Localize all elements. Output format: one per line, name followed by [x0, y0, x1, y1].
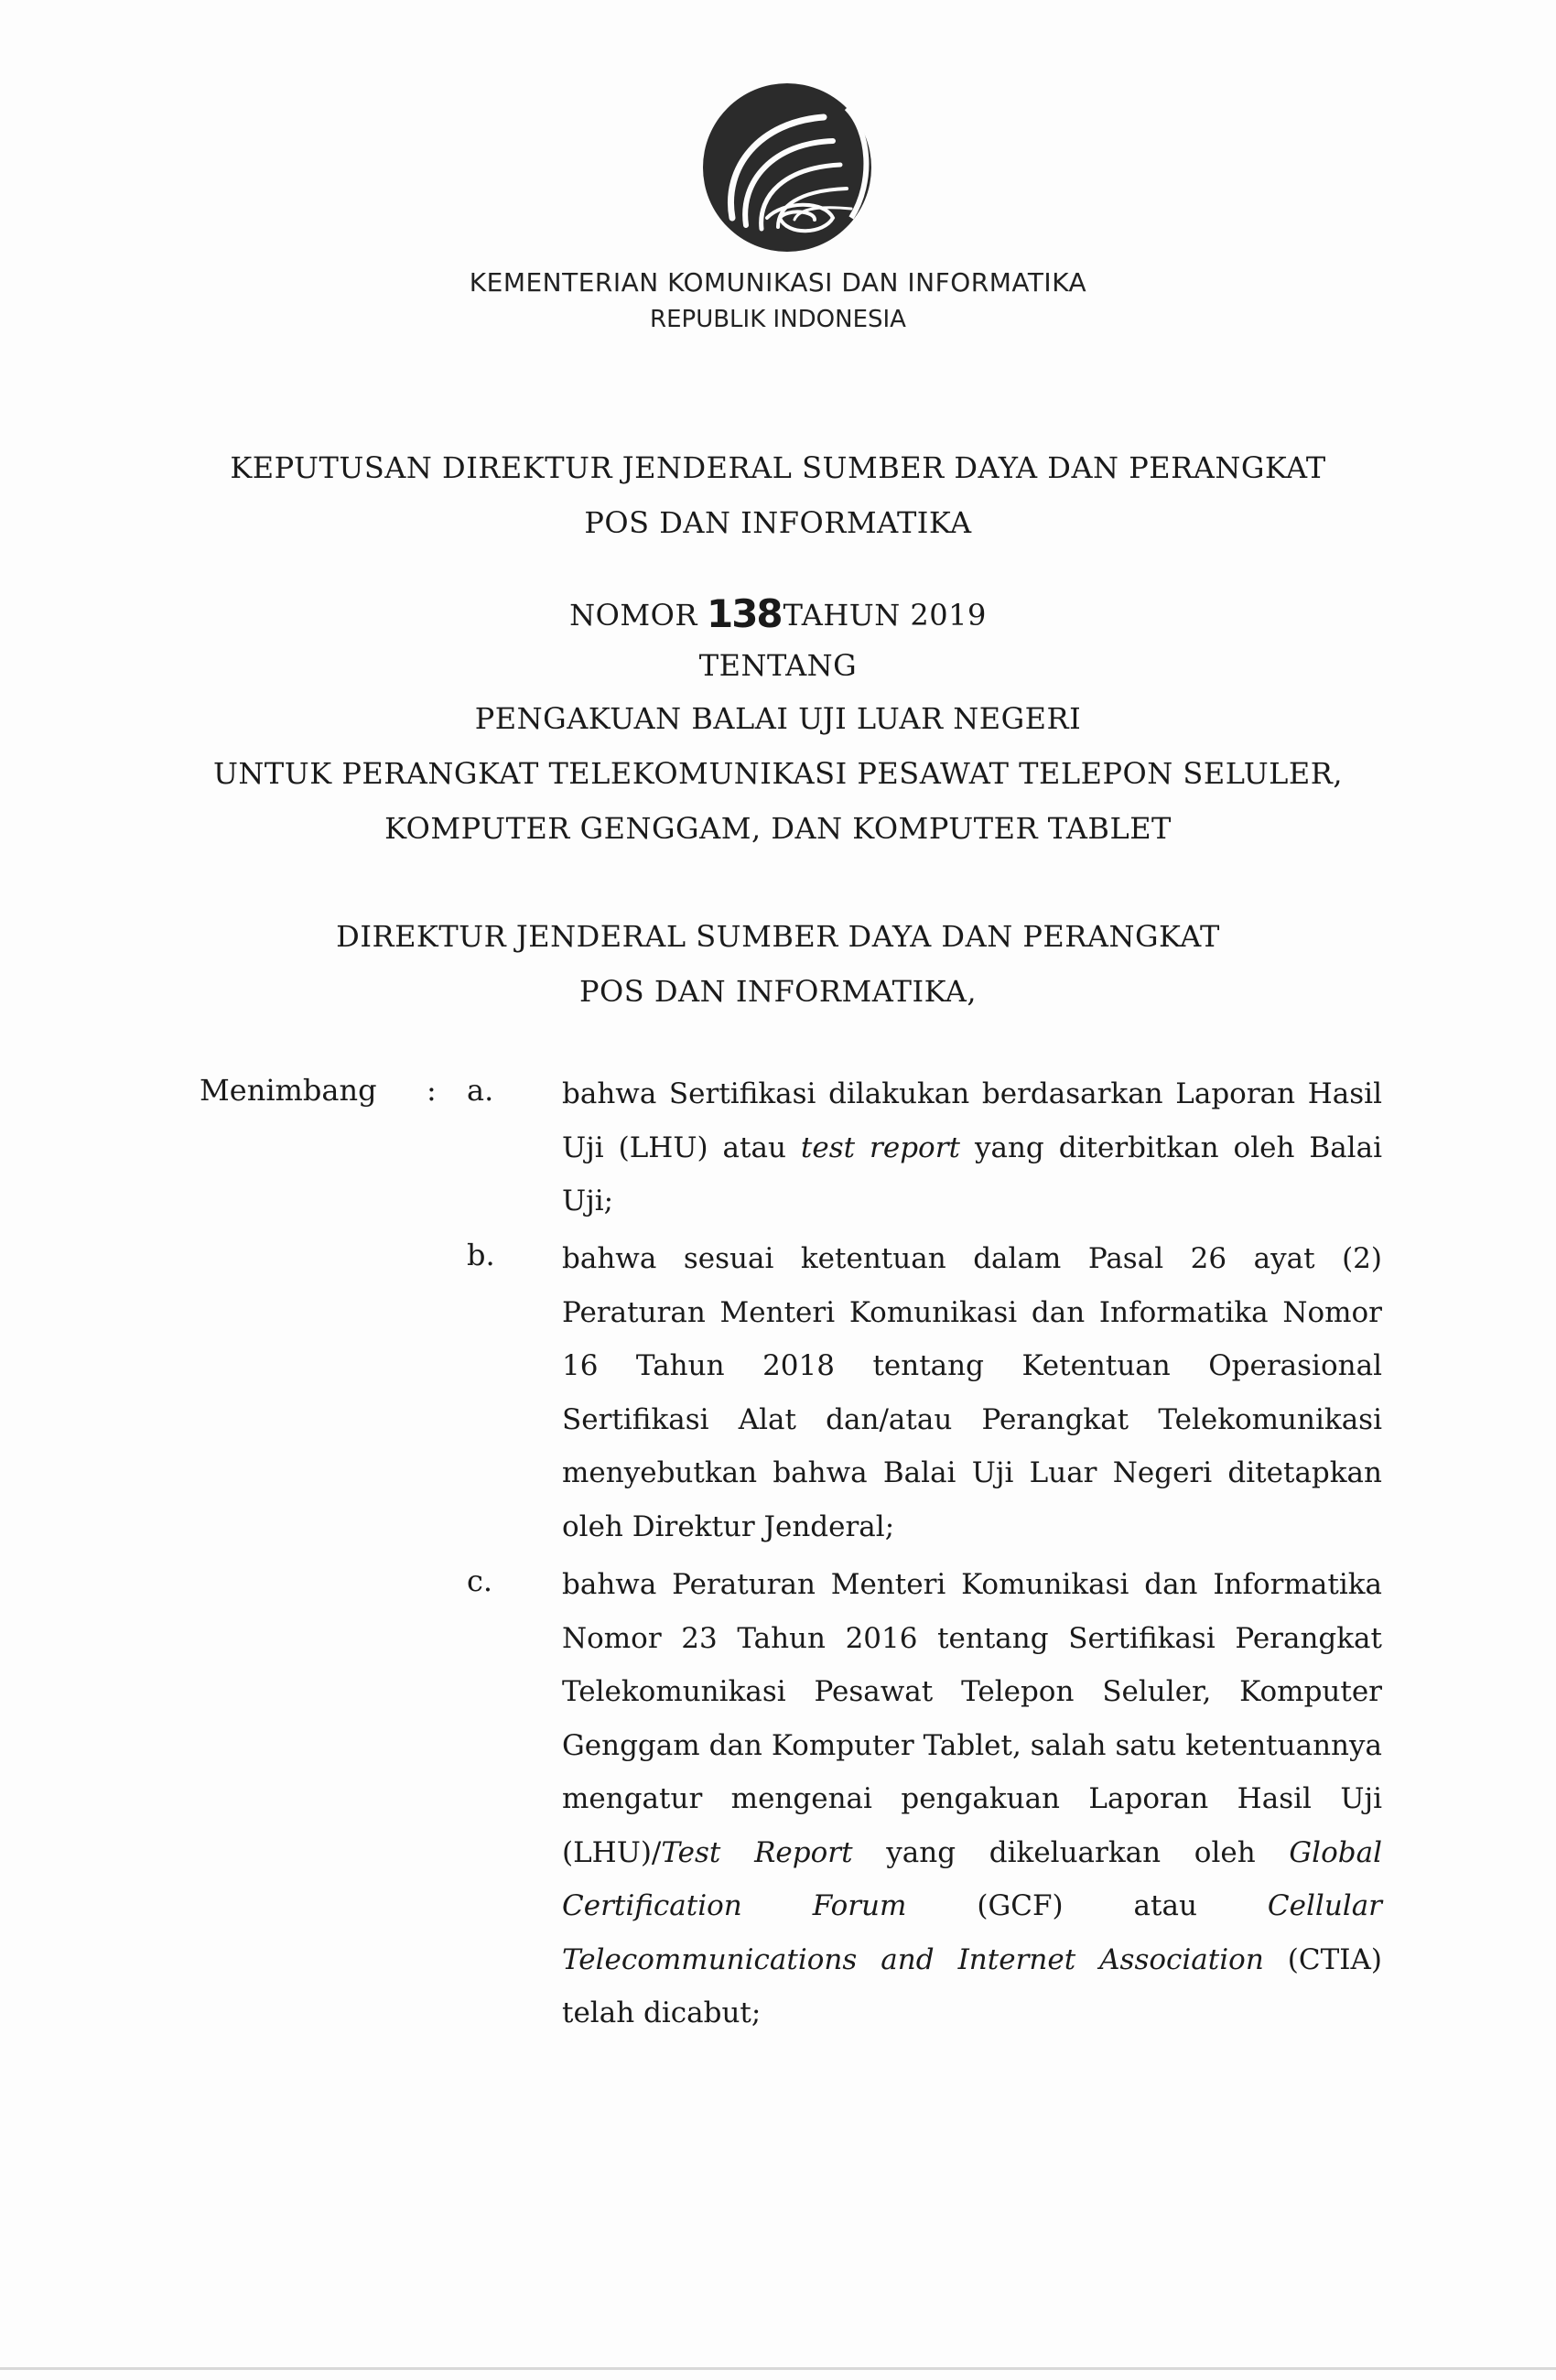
ministry-logo-icon — [696, 81, 879, 259]
decree-number-prefix: NOMOR — [569, 598, 697, 633]
considering-colon: : — [427, 1073, 437, 1108]
item-a-emphasis-1: test report — [800, 1130, 960, 1164]
decree-number-line — [0, 590, 1556, 634]
decree-year: TAHUN 2019 — [783, 598, 987, 633]
decree-title-line2: POS DAN INFORMATIKA — [584, 505, 972, 540]
decree-about: TENTANG — [698, 648, 858, 683]
decree-subject-line3: KOMPUTER GENGGAM, DAN KOMPUTER TABLET — [384, 811, 1172, 846]
issuer-line2: POS DAN INFORMATIKA, — [579, 974, 977, 1009]
item-c-text-2: yang dikeluarkan oleh — [852, 1835, 1290, 1869]
item-c-text-1: bahwa Peraturan Menteri Komunikasi dan Informatika Nomor 23 Tahun 2016 tentang Sertifikasi Perangkat Telekomunikasi Pesawat Telepon Seluler, Komputer Genggam dan Komputer Tablet, salah satu ketentuannya mengatur mengenai pengakuan Laporan Hasil Uji (LHU)/ — [562, 1568, 1382, 1869]
item-c-text-3: (GCF) atau — [906, 1889, 1268, 1922]
item-body-c — [562, 1558, 1382, 2040]
decree-number-value: 138 — [706, 591, 782, 636]
item-a-text-2: yang diterbitkan oleh Balai Uji; — [562, 1130, 1382, 1217]
item-body-a — [562, 1067, 1382, 1228]
decree-subject-line1: PENGAKUAN BALAI UJI LUAR NEGERI — [474, 701, 1082, 736]
considering-label: Menimbang — [200, 1073, 377, 1108]
item-marker-b: b. — [467, 1238, 495, 1272]
decree-title-line1: KEPUTUSAN DIREKTUR JENDERAL SUMBER DAYA DAN PERANGKAT — [230, 450, 1326, 485]
item-c-text-4: (CTIA) telah dicabut; — [562, 1942, 1383, 2029]
issuer-line1: DIREKTUR JENDERAL SUMBER DAYA DAN PERANGKAT — [336, 919, 1220, 954]
page-bottom-edge — [0, 2367, 1556, 2370]
item-a-text-1: bahwa Sertifikasi dilakukan berdasarkan Laporan Hasil Uji (LHU) atau — [562, 1077, 1382, 1164]
item-body-b: bahwa sesuai ketentuan dalam Pasal 26 ayat (2) Peraturan Menteri Komunikasi dan Informatika Nomor 16 Tahun 2018 tentang Ketentuan Operasional Sertifikasi Alat dan/atau Perangkat Telekomunikasi menyebutkan bahwa Balai Uji Luar Negeri ditetapkan oleh Direktur Jenderal; — [562, 1242, 1382, 1543]
decree-subject-line2: UNTUK PERANGKAT TELEKOMUNIKASI PESAWAT TELEPON SELULER, — [212, 756, 1344, 791]
item-marker-a: a. — [467, 1073, 494, 1108]
item-c-emphasis-3: Cellular Telecommunications and Internet Association — [562, 1889, 1382, 1976]
ministry-country: REPUBLIK INDONESIA — [650, 306, 906, 333]
item-marker-c: c. — [467, 1563, 493, 1598]
item-c-emphasis-2: Global Certification Forum — [562, 1835, 1382, 1922]
item-c-emphasis-1: Test Report — [661, 1835, 853, 1869]
ministry-name: KEMENTERIAN KOMUNIKASI DAN INFORMATIKA — [469, 267, 1087, 298]
